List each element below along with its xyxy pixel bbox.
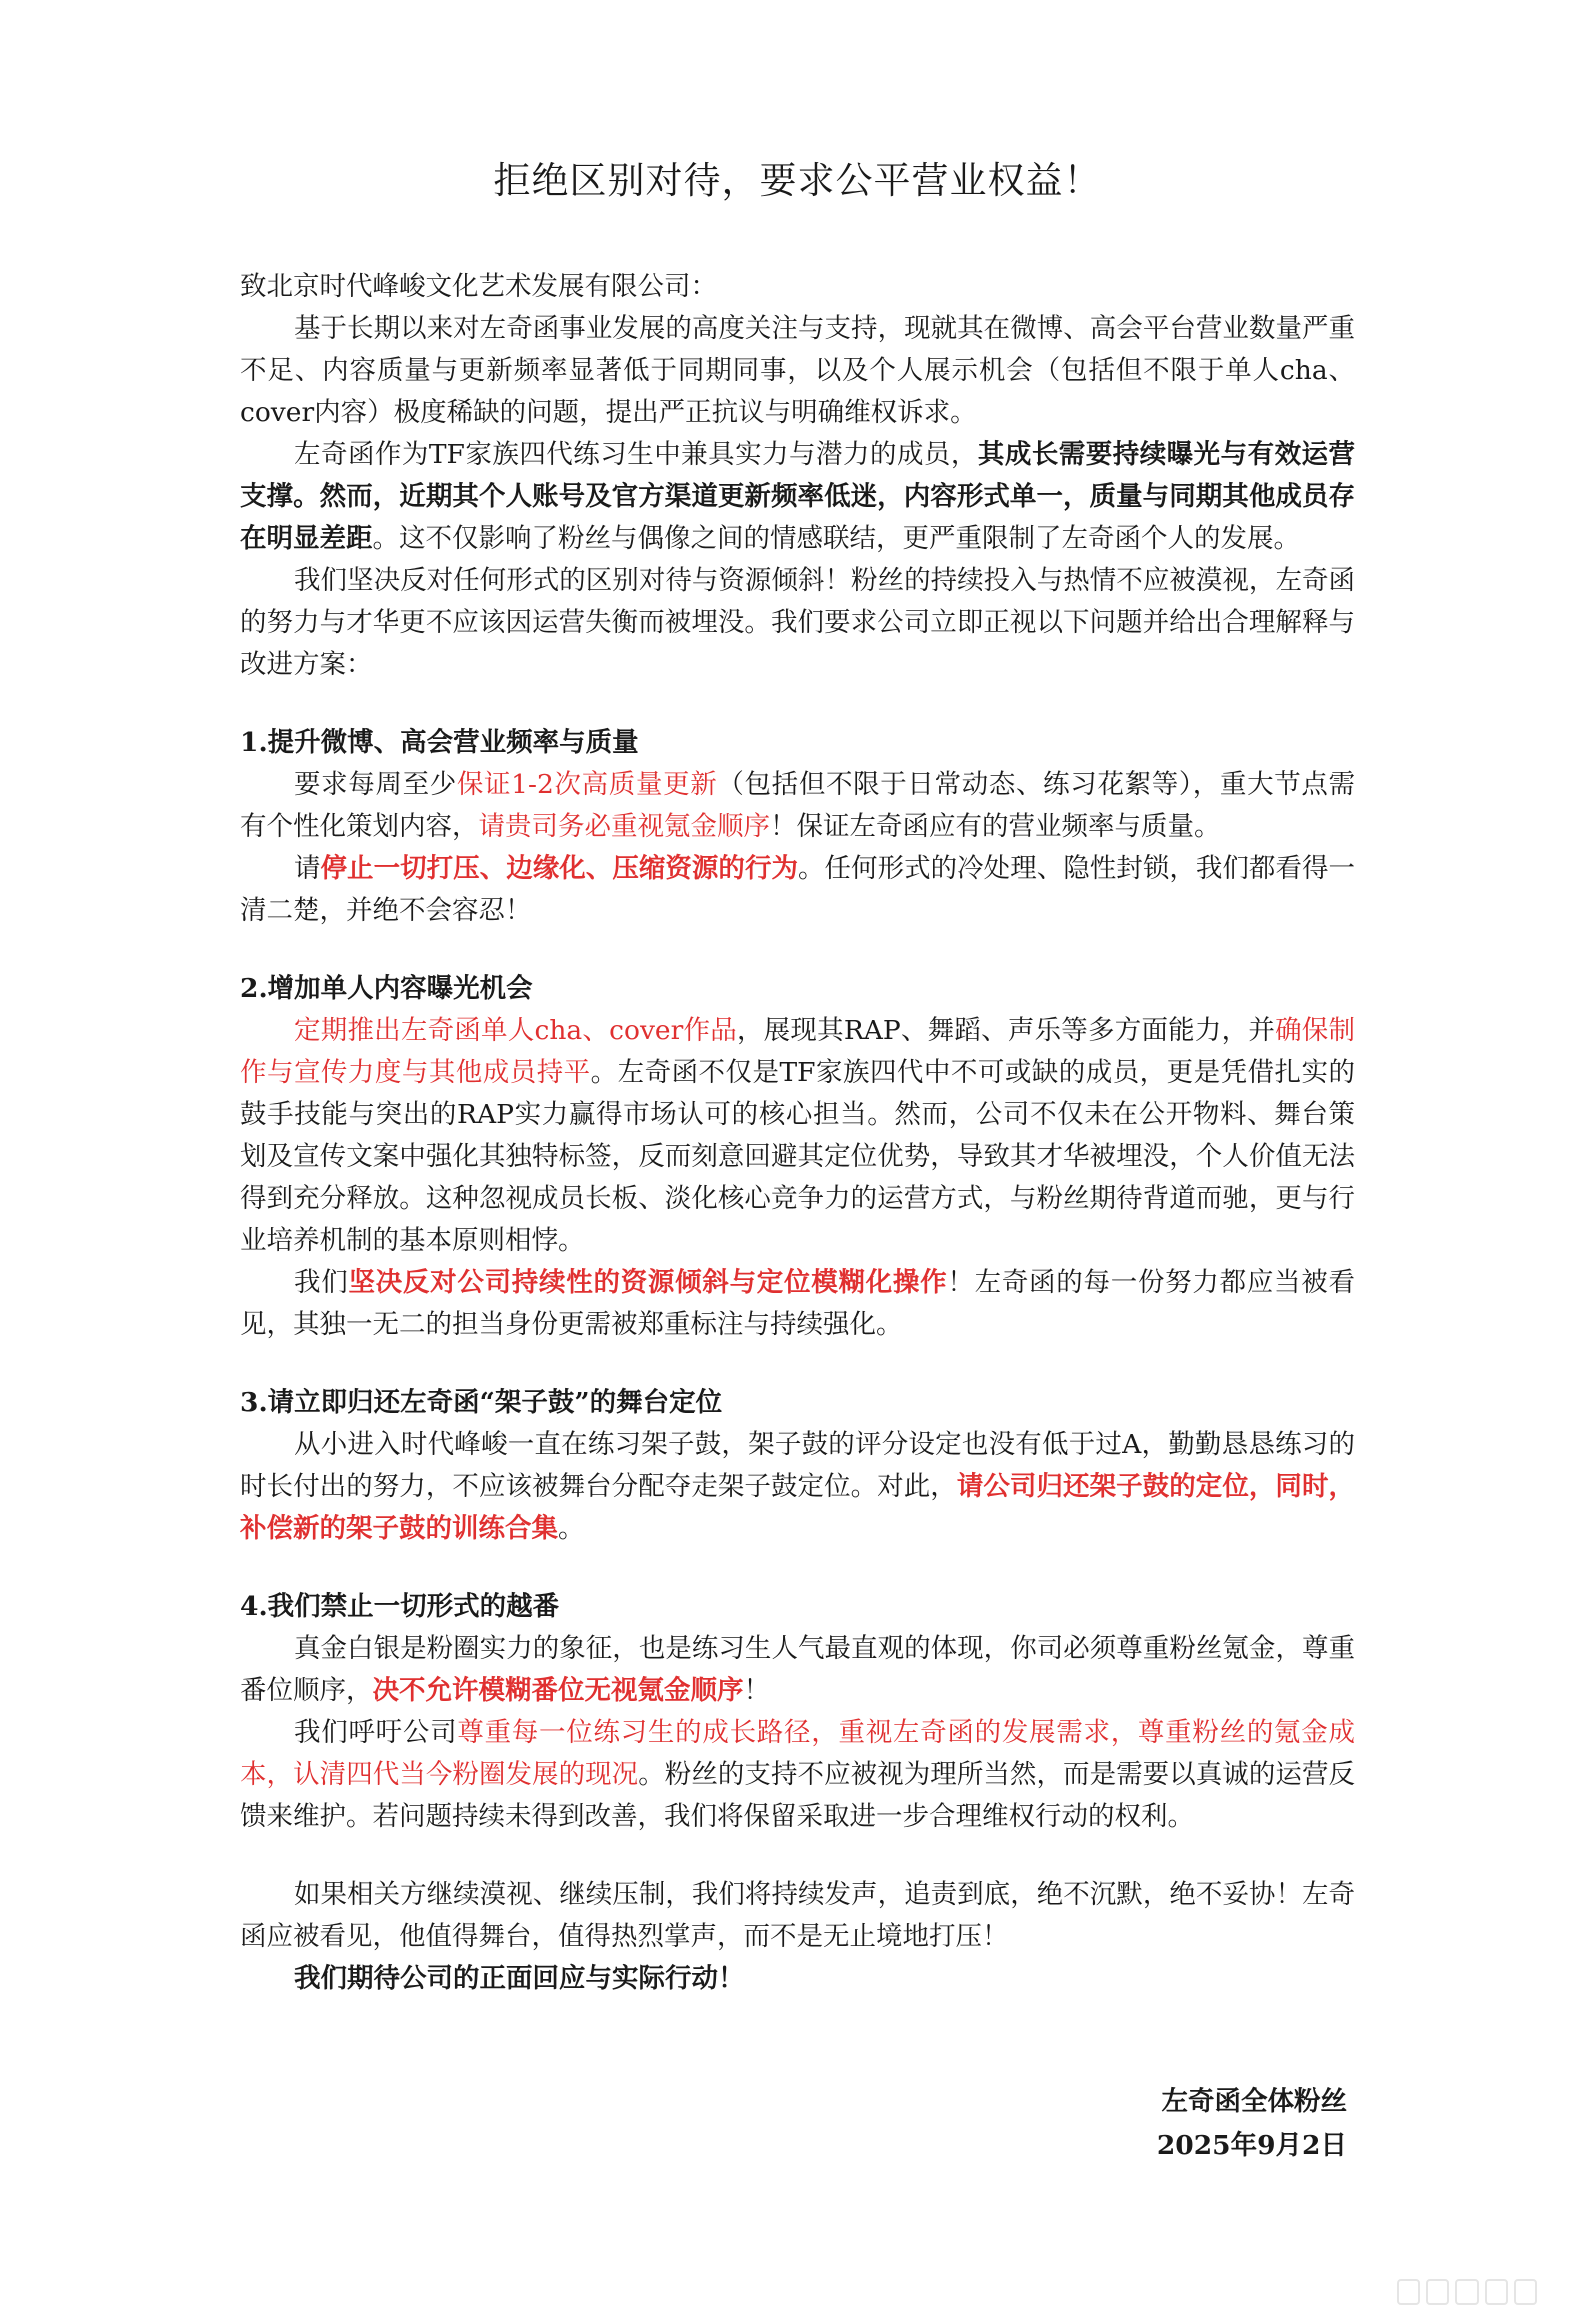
text-segment: ！	[743, 1675, 770, 1706]
text-segment: 请贵司务必重视氪金顺序	[478, 811, 770, 842]
section	[240, 968, 1355, 1346]
text-segment: 我们坚决反对任何形式的区别对待与资源倾斜！粉丝的持续投入与热情不应被漠视，左奇函的努力与才华更不应该因运营失衡而被埋没。我们要求公司立即正视以下问题并给出合理解释与改进方案：	[240, 565, 1355, 680]
section	[240, 722, 1355, 932]
text-segment: ！保证左奇函应有的营业频率与质量。	[770, 811, 1221, 842]
text-segment: 。粉丝的支持不应被视为理所当然，而是需要以真诚的运营反馈来维护。若问题持续未得到改善，我们将保留采取进一步合理维权行动的权利。	[240, 1759, 1356, 1832]
text-segment: 真金白银是粉圈实力的象征，也是练习生人气最直观的体现，你司必须尊重粉丝氪金，尊重番位顺序，	[240, 1633, 1355, 1706]
signature-block	[1157, 2080, 1347, 2168]
sections	[240, 722, 1355, 1838]
closing-statement: 如果相关方继续漠视、继续压制，我们将持续发声，追责到底，绝不沉默，绝不妥协！左奇函应被看见，他值得舞台，值得热烈掌声，而不是无止境地打压！	[240, 1879, 1355, 1952]
text-segment: 请公司归还架子鼓的定位，同时，补偿新的架子鼓的训练合集	[240, 1471, 1356, 1544]
body-paragraph	[240, 764, 1355, 848]
text-segment: ，展现其RAP、舞蹈、声乐等多方面能力，并	[736, 1015, 1276, 1046]
letter-title: 拒绝区别对待，要求公平营业权益！	[493, 159, 1102, 202]
body-paragraph	[240, 308, 1355, 434]
body-paragraph	[240, 560, 1355, 686]
section	[240, 1382, 1355, 1550]
text-segment: 。这不仅影响了粉丝与偶像之间的情感联结，更严重限制了左奇函个人的发展。	[372, 523, 1300, 554]
text-segment: 请	[294, 853, 321, 884]
text-segment: 保证1-2次高质量更新	[456, 769, 718, 800]
text-segment: 基于长期以来对左奇函事业发展的高度关注与支持，现就其在微博、高会平台营业数量严重不足、内容质量与更新频率显著低于同期同事，以及个人展示机会（包括但不限于单人cha、cover内容）极度稀缺的问题，提出严正抗议与明确维权诉求。	[240, 313, 1355, 428]
text-segment: 我们呼吁公司	[294, 1717, 458, 1748]
text-segment: 确保制作与宣传力度与其他成员持平	[240, 1015, 1356, 1088]
text-segment: 我们	[294, 1267, 349, 1298]
text-segment: 其成长需要持续曝光与有效运营支撑。然而，近期其个人账号及官方渠道更新频率低迷，内容形式单一，质量与同期其他成员存在明显差距	[240, 439, 1356, 554]
text-segment: 停止一切打压、边缘化、压缩资源的行为	[320, 853, 798, 884]
intro-body	[240, 308, 1355, 686]
signature-name: 左奇函全体粉丝	[1161, 2086, 1347, 2117]
text-segment: 左奇函作为TF家族四代练习生中兼具实力与潜力的成员，	[294, 439, 978, 470]
body-paragraph	[240, 1424, 1355, 1550]
signature-date: 2025年9月2日	[1156, 2130, 1347, 2161]
text-segment: 从小进入时代峰峻一直在练习架子鼓，架子鼓的评分设定也没有低于过A，勤勤恳恳练习的时长付出的努力，不应该被舞台分配夺走架子鼓定位。对此，	[240, 1429, 1355, 1502]
text-segment: 定期推出左奇函单人cha、cover作品	[294, 1015, 737, 1046]
text-segment: 决不允许模糊番位无视氪金顺序	[372, 1675, 744, 1706]
text-segment: 。左奇函不仅是TF家族四代中不可或缺的成员，更是凭借扎实的鼓手技能与突出的RAP实力赢得市场认可的核心担当。然而，公司不仅未在公开物料、舞台策划及宣传文案中强化其独特标签，反而刻意回避其定位优势，导致其才华被埋没，个人价值无法得到充分释放。这种忽视成员长板、淡化核心竞争力的运营方式，与粉丝期待背道而驰，更与行业培养机制的基本原则相悖。	[240, 1057, 1356, 1256]
body-paragraph	[240, 1262, 1355, 1346]
letter-page	[240, 150, 1355, 2000]
salutation: 致北京时代峰峻文化艺术发展有限公司：	[240, 271, 717, 302]
closing-call-to-action: 我们期待公司的正面回应与实际行动！	[294, 1963, 745, 1994]
text-segment: 要求每周至少	[294, 769, 457, 800]
body-paragraph	[240, 1010, 1355, 1262]
body-paragraph	[240, 1628, 1355, 1712]
text-segment: 尊重每一位练习生的成长路径，重视左奇函的发展需求，尊重粉丝的氪金成本，认清四代当今粉圈发展的现况	[240, 1717, 1356, 1790]
body-paragraph	[240, 434, 1355, 560]
section-heading: 3.请立即归还左奇函“架子鼓”的舞台定位	[240, 1387, 723, 1418]
text-segment: 。任何形式的冷处理、隐性封锁，我们都看得一清二楚，并绝不会容忍！	[240, 853, 1356, 926]
section-heading: 4.我们禁止一切形式的越番	[240, 1591, 560, 1622]
section-heading: 1.提升微博、高会营业频率与质量	[240, 727, 639, 758]
text-segment: ！左奇函的每一份努力都应当被看见，其独一无二的担当身份更需被郑重标注与持续强化。	[240, 1267, 1356, 1340]
body-paragraph	[240, 1712, 1355, 1838]
text-segment: （包括但不限于日常动态、练习花絮等），重大节点需有个性化策划内容，	[240, 769, 1356, 842]
section-heading: 2.增加单人内容曝光机会	[240, 973, 533, 1004]
section	[240, 1586, 1355, 1838]
body-paragraph	[240, 848, 1355, 932]
text-segment: 坚决反对公司持续性的资源倾斜与定位模糊化操作	[348, 1267, 948, 1298]
watermark-icon	[1397, 2279, 1537, 2305]
text-segment: 。	[558, 1513, 585, 1544]
